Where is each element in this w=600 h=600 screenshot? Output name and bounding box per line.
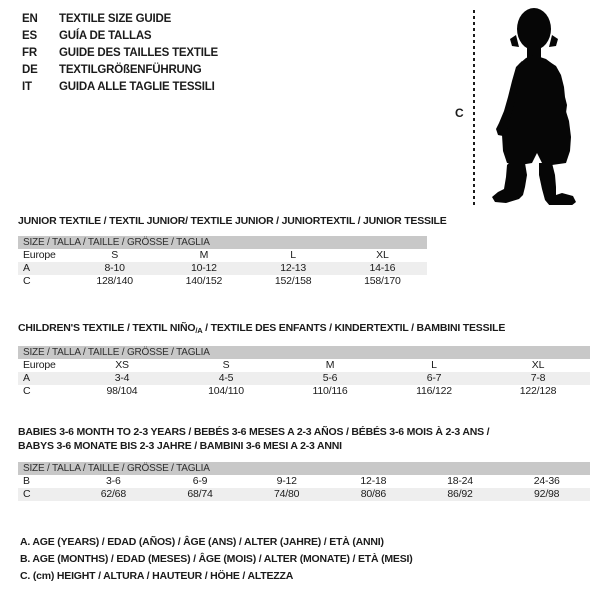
row-label: A — [23, 262, 30, 274]
title-line-1: BABIES 3-6 MONTH TO 2-3 YEARS / BEBÉS 3-6 MESES A 2-3 AÑOS / BÉBÉS 3-6 MOIS À 2-3 ANS / — [18, 426, 490, 438]
size-column-header: M — [325, 359, 335, 371]
language-row-de — [22, 61, 218, 78]
table-cell: 8-10 — [104, 262, 125, 274]
table-cell: 74/80 — [274, 488, 300, 500]
row-label: C — [23, 385, 31, 397]
table-cell: 6-9 — [192, 475, 208, 487]
table-cell: 92/98 — [534, 488, 560, 500]
table-cell: 104/110 — [208, 385, 244, 397]
table-cell: 158/170 — [364, 275, 401, 287]
table-cell: 152/158 — [274, 275, 312, 287]
table-row — [18, 385, 590, 398]
row-label: C — [23, 488, 31, 500]
language-code: DE — [22, 63, 38, 76]
size-column-header: XL — [376, 249, 389, 261]
size-header-bar: SIZE / TALLA / TAILLE / GRÖSSE / TAGLIA — [18, 462, 590, 475]
language-code: ES — [22, 29, 37, 42]
size-column-header: L — [290, 249, 296, 261]
title-line-2: BABYS 3-6 MONATE BIS 2-3 JAHRE / BAMBINI 3-6 MESI A 2-3 ANNI — [18, 440, 342, 452]
table-row — [18, 488, 590, 501]
footnote-b: B. AGE (MONTHS) / EDAD (MESES) / ÂGE (MOIS) / ALTER (MONATE) / ETÀ (MESI) — [20, 553, 413, 565]
table-cell: 9-12 — [276, 475, 297, 487]
height-measure-label: C — [455, 106, 464, 120]
region-label: Europe — [23, 359, 56, 371]
language-code: IT — [22, 80, 32, 93]
title-part: CHILDREN'S TEXTILE / TEXTIL NIÑO — [18, 322, 196, 334]
footnote-c: C. (cm) HEIGHT / ALTURA / HAUTEUR / HÖHE / ALTEZZA — [20, 570, 294, 582]
table-row — [18, 262, 427, 275]
language-label: TEXTILGRÖßENFÜHRUNG — [59, 63, 202, 76]
table-title: JUNIOR TEXTILE / TEXTIL JUNIOR/ TEXTILE JUNIOR / JUNIORTEXTIL / JUNIOR TESSILE — [18, 215, 447, 227]
language-row-en — [22, 10, 218, 27]
language-row-es — [22, 27, 218, 44]
language-code: EN — [22, 12, 38, 25]
table-cell: 24-36 — [533, 475, 560, 487]
table-cell: 12-18 — [360, 475, 387, 487]
table-row — [18, 275, 427, 288]
size-column-header: S — [111, 249, 119, 261]
table-cell: 4-5 — [218, 372, 234, 384]
language-label: TEXTILE SIZE GUIDE — [59, 12, 172, 25]
table-cell: 68/74 — [187, 488, 213, 500]
height-measure-dashed-line — [473, 10, 475, 206]
table-cell: 14-16 — [369, 262, 396, 274]
table-cell: 10-12 — [190, 262, 217, 274]
language-title-list — [22, 10, 218, 95]
size-column-header: M — [199, 249, 209, 261]
table-cell: 5-6 — [322, 372, 338, 384]
table-cell: 3-4 — [114, 372, 130, 384]
size-column-header: L — [431, 359, 437, 371]
size-header-bar: SIZE / TALLA / TAILLE / GRÖSSE / TAGLIA — [18, 346, 590, 359]
size-column-header: S — [222, 359, 230, 371]
table-cell: 110/116 — [312, 385, 348, 397]
table-cell: 62/68 — [100, 488, 126, 500]
table-cell: 18-24 — [447, 475, 473, 487]
table-cell: 12-13 — [280, 262, 307, 274]
table-cell: 116/122 — [416, 385, 452, 397]
table-header-row — [18, 249, 427, 262]
table-cell: 140/152 — [185, 275, 223, 287]
table-cell: 122/128 — [519, 385, 557, 397]
language-label: GUÍA DE TALLAS — [59, 29, 152, 42]
table-cell: 98/104 — [106, 385, 138, 397]
junior-textile-table — [18, 214, 447, 288]
title-part: / TEXTILE DES ENFANTS / KINDERTEXTIL / BAMBINI TESSILE — [202, 322, 506, 334]
table-cell: 7-8 — [530, 372, 546, 384]
size-column-header: XL — [531, 359, 545, 371]
table-cell: 3-6 — [106, 475, 121, 487]
baby-silhouette — [486, 5, 586, 205]
size-column-header: XS — [115, 359, 129, 371]
row-label: C — [23, 275, 31, 287]
title-subscript: /A — [195, 326, 203, 335]
language-row-it — [22, 78, 218, 95]
table-row — [18, 372, 590, 385]
size-header-bar: SIZE / TALLA / TAILLE / GRÖSSE / TAGLIA — [18, 236, 427, 249]
table-header-row — [18, 359, 590, 372]
language-label: GUIDE DES TAILLES TEXTILE — [59, 46, 218, 59]
row-label: B — [23, 475, 30, 487]
table-title — [18, 321, 590, 338]
babies-textile-table — [18, 425, 590, 501]
table-cell: 86/92 — [447, 488, 473, 500]
language-code: FR — [22, 46, 37, 59]
table-cell: 80/86 — [360, 488, 386, 500]
region-label: Europe — [23, 249, 56, 261]
footnote-a: A. AGE (YEARS) / EDAD (AÑOS) / ÂGE (ANS) / ALTER (JAHRE) / ETÀ (ANNI) — [20, 536, 384, 548]
language-row-fr — [22, 44, 218, 61]
childrens-textile-table — [18, 321, 590, 398]
table-cell: 128/140 — [96, 275, 133, 287]
table-title — [18, 425, 590, 453]
footnote-legend — [20, 534, 413, 585]
row-label: A — [23, 372, 30, 384]
table-row — [18, 475, 590, 488]
table-cell: 6-7 — [426, 372, 442, 384]
language-label: GUIDA ALLE TAGLIE TESSILI — [59, 80, 215, 93]
